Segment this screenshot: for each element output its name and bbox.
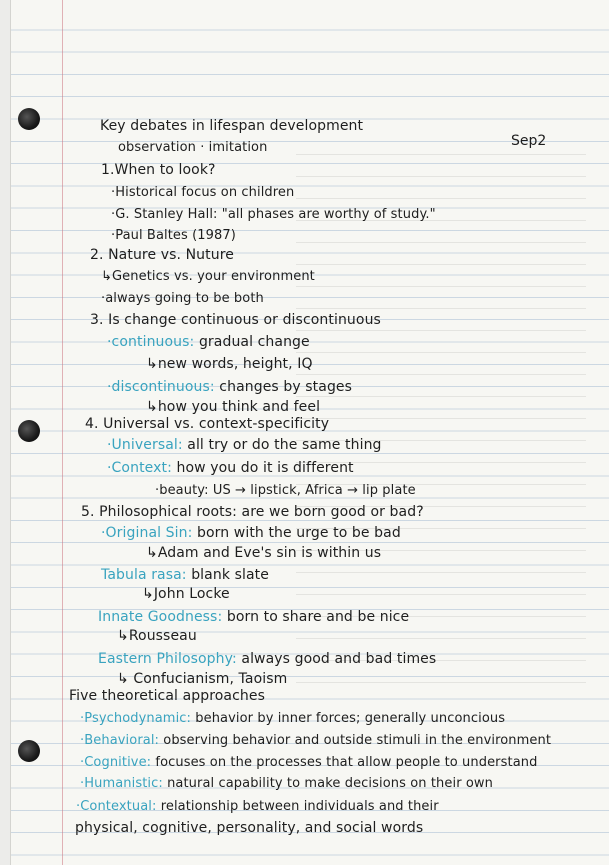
term-definition: born with the urge to be bad xyxy=(197,525,401,541)
example-line: ↳Rousseau xyxy=(117,628,197,644)
approaches-heading: Five theoretical approaches xyxy=(69,688,265,704)
psychodynamic-entry xyxy=(80,711,505,726)
original-sin-entry xyxy=(101,525,401,541)
cognitive-entry xyxy=(80,755,537,770)
innate-goodness-entry xyxy=(98,609,409,625)
term-definition: changes by stages xyxy=(219,379,353,395)
term-label: Eastern Philosophy: xyxy=(98,651,237,667)
methods-line: observation · imitation xyxy=(118,140,268,155)
contextual-entry xyxy=(76,799,439,814)
example-line: ↳Adam and Eve's sin is within us xyxy=(146,545,382,561)
term-label: ·continuous: xyxy=(107,334,195,350)
tabula-rasa-entry xyxy=(101,567,269,583)
behavioral-entry xyxy=(80,733,551,748)
term-definition: born to share and be nice xyxy=(226,609,410,625)
term-definition: behavior by inner forces; generally unconcious xyxy=(195,711,506,726)
note-date: Sep2 xyxy=(511,133,547,149)
example-line: ↳how you think and feel xyxy=(146,399,321,415)
debate-2-heading: 2. Nature vs. Nuture xyxy=(90,247,234,263)
term-label: Innate Goodness: xyxy=(98,609,223,625)
list-item: ·Historical focus on children xyxy=(111,185,295,200)
torn-page-edge xyxy=(0,0,11,865)
debate-4-heading: 4. Universal vs. context-specificity xyxy=(85,416,330,432)
term-definition: always good and bad times xyxy=(241,651,437,667)
term-definition: focuses on the processes that allow people to understand xyxy=(155,755,538,770)
debate-1-heading: 1.When to look? xyxy=(101,162,216,178)
page-title: Key debates in lifespan development xyxy=(100,118,364,134)
context-entry xyxy=(107,460,354,476)
contextual-continued: physical, cognitive, personality, and social words xyxy=(75,820,424,836)
continuous-entry xyxy=(107,334,310,350)
term-label: ·Universal: xyxy=(107,437,183,453)
debate-3-heading: 3. Is change continuous or discontinuous xyxy=(90,312,381,328)
term-definition: natural capability to make decisions on their own xyxy=(167,776,493,791)
term-definition: how you do it is different xyxy=(176,460,354,476)
term-definition: relationship between individuals and their xyxy=(160,799,439,814)
term-label: ·Behavioral: xyxy=(80,733,160,748)
term-label: ·discontinuous: xyxy=(107,379,215,395)
list-item: ↳Genetics vs. your environment xyxy=(101,269,315,284)
binder-hole-icon xyxy=(18,108,40,130)
list-item: ·always going to be both xyxy=(101,291,264,306)
binder-hole-icon xyxy=(18,740,40,762)
example-line: ↳new words, height, IQ xyxy=(146,356,313,372)
example-line: ↳ Confucianism, Taoism xyxy=(117,671,288,687)
term-label: Tabula rasa: xyxy=(101,567,187,583)
term-definition: all try or do the same thing xyxy=(187,437,382,453)
debate-5-heading: 5. Philosophical roots: are we born good or bad? xyxy=(81,504,424,520)
eastern-philosophy-entry xyxy=(98,651,436,667)
term-label: ·Context: xyxy=(107,460,172,476)
term-label: ·Cognitive: xyxy=(80,755,152,770)
term-label: ·Original Sin: xyxy=(101,525,193,541)
list-item: ·G. Stanley Hall: "all phases are worthy of study." xyxy=(111,207,436,222)
humanistic-entry xyxy=(80,776,493,791)
universal-entry xyxy=(107,437,382,453)
binder-hole-icon xyxy=(18,420,40,442)
list-item: ·Paul Baltes (1987) xyxy=(111,228,236,243)
term-label: ·Humanistic: xyxy=(80,776,163,791)
discontinuous-entry xyxy=(107,379,352,395)
example-line: ·beauty: US → lipstick, Africa → lip plate xyxy=(155,483,416,498)
term-definition: gradual change xyxy=(198,334,310,350)
example-line: ↳John Locke xyxy=(142,586,230,602)
term-definition: observing behavior and outside stimuli in the environment xyxy=(163,733,552,748)
term-definition: blank slate xyxy=(191,567,269,583)
margin-line xyxy=(62,0,63,865)
term-label: ·Psychodynamic: xyxy=(80,711,192,726)
term-label: ·Contextual: xyxy=(76,799,157,814)
